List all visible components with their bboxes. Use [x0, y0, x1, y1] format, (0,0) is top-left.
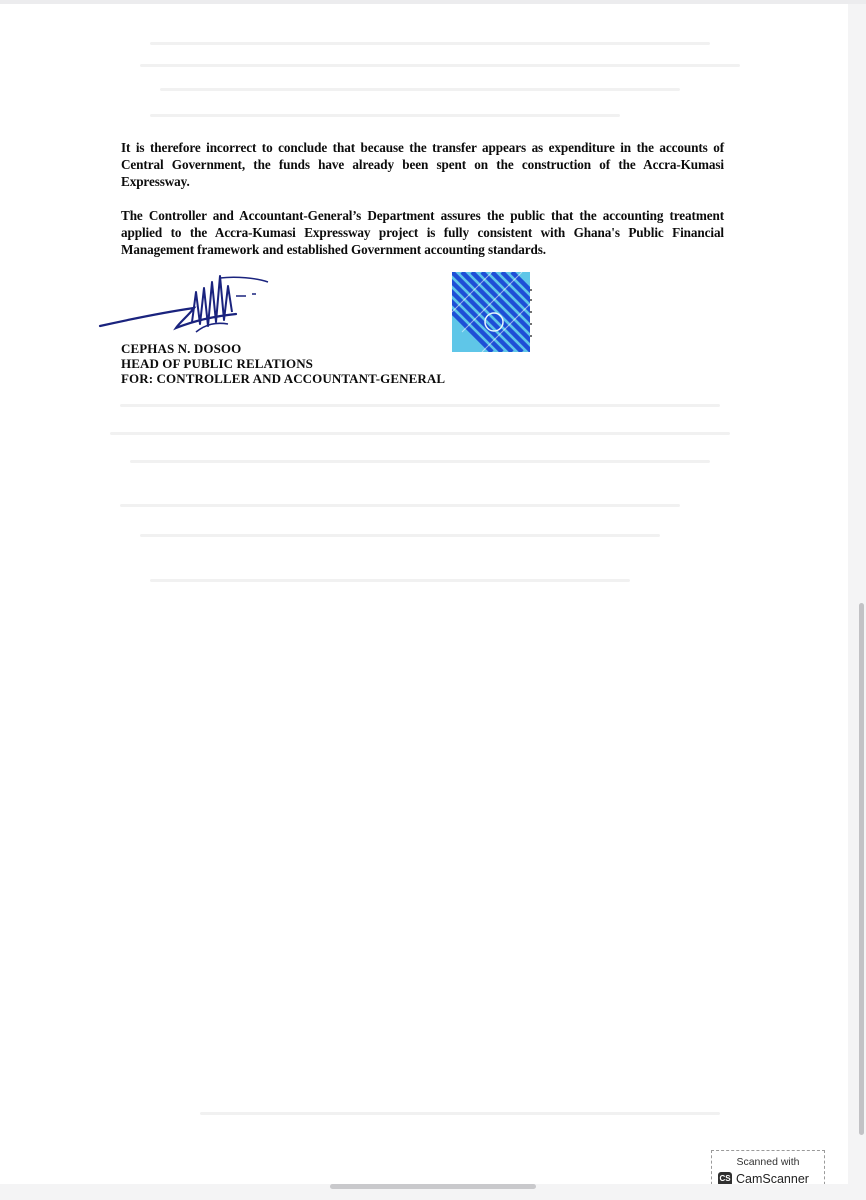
- signatory-title: HEAD OF PUBLIC RELATIONS: [121, 356, 314, 371]
- bleed-through: [160, 88, 680, 91]
- bleed-through: [120, 404, 720, 407]
- watermark-brand: CamScanner: [736, 1172, 809, 1184]
- bleed-through: [130, 460, 710, 463]
- bleed-through: [120, 504, 680, 507]
- bleed-through: [200, 1112, 720, 1115]
- bleed-through: [140, 534, 660, 537]
- seal-perforation: [528, 286, 534, 346]
- paragraph-accounting-treatment: The Controller and Accountant-General’s Department assures the public that the accounting treatment applied to the Accra-Kumasi Expressway project is fully consistent with Ghana's Public Financial Management framework and established Government accounting standards.: [121, 208, 724, 257]
- vertical-scrollbar[interactable]: [859, 603, 864, 1135]
- handwritten-signature: [96, 272, 276, 342]
- bleed-through: [150, 114, 620, 117]
- signatory-department: FOR: CONTROLLER AND ACCOUNTANT-GENERAL: [121, 371, 446, 386]
- signatory-name: CEPHAS N. DOSOO: [121, 341, 242, 356]
- watermark-caption: Scanned with: [736, 1156, 800, 1168]
- signature-block: [121, 341, 445, 386]
- camscanner-watermark: [711, 1150, 825, 1184]
- paragraph-transfer-expenditure: It is therefore incorrect to conclude that because the transfer appears as expenditure in the accounts of Central Government, the funds have already been spent on the construction of the Accra-Kumasi Expressway.: [121, 140, 724, 189]
- camscanner-logo-icon: CS: [718, 1172, 732, 1184]
- bleed-through: [140, 64, 740, 67]
- bleed-through: [110, 432, 730, 435]
- bleed-through: [150, 42, 710, 45]
- holographic-seal: [452, 272, 530, 352]
- home-indicator[interactable]: [330, 1184, 536, 1189]
- bleed-through: [150, 579, 630, 582]
- watermark-brand-row: [718, 1171, 809, 1184]
- scanned-page: [0, 4, 848, 1184]
